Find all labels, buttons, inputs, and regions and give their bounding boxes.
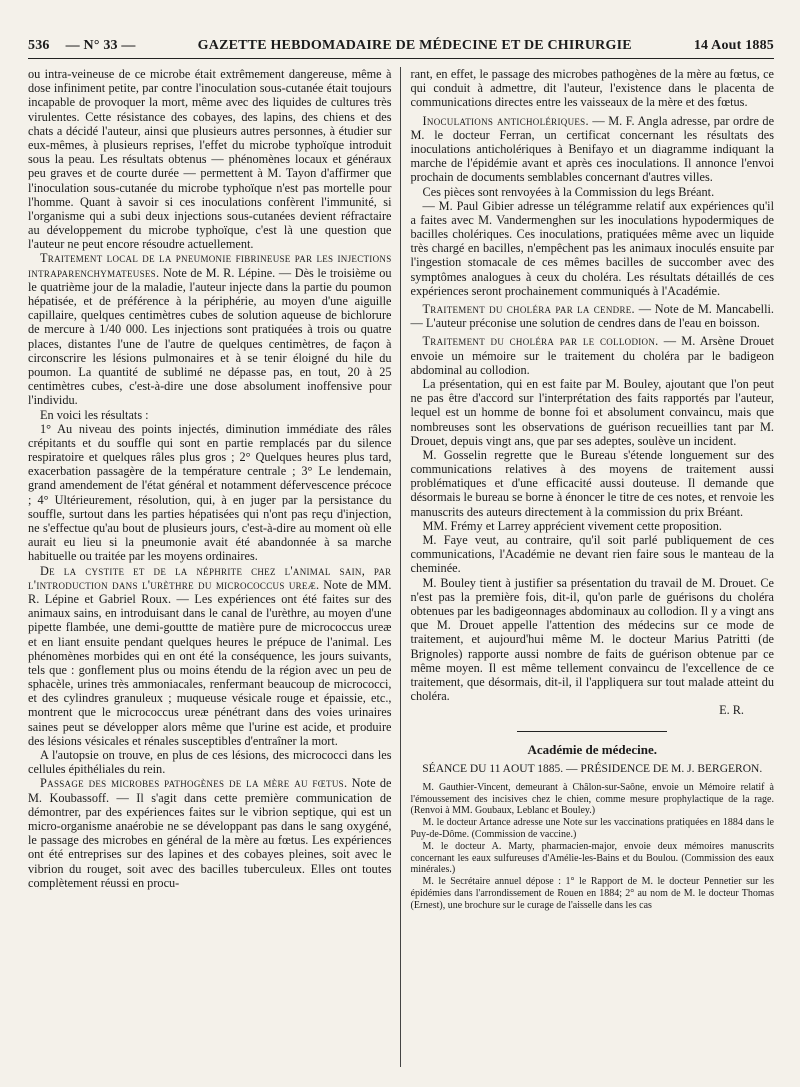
paragraph: M. Bouley tient à justifier sa présentation du travail de M. Drouet. Ce n'est pas la première fois, dit-il, qu'on parle de guérisons du choléra obtenues par les badigeonnages abdominaux au collodion. Il y a vingt ans que M. Drouet appelle l'attention des médecins sur ce mode de traitement, et aujourd'hui même M. le docteur Marius Patritti (de Brignoles) rapporte aussi nombre de faits de guérison obtenue par ce même moyen. Il est même tellement convaincu de l'excellence de ce traitement, que désormais, dit-il, il l'appliquera sur tout malade atteint du choléra. bbox=[410, 575, 774, 704]
page-number: 536 bbox=[28, 38, 50, 53]
issue-number: — N° 33 — bbox=[65, 38, 136, 53]
signature: E. R. bbox=[719, 703, 744, 718]
seance-notes bbox=[411, 782, 775, 912]
section-heading: Passage des microbes pathogènes de la mère au fœtus. bbox=[40, 776, 348, 791]
paragraph-text: Note de MM. R. Lépine et Gabriel Roux. — Les expériences ont été faites sur des animaux sains, en introduisant dans le canal de l'urèthre, au moyen d'une pipette flambée, une demi-gouttte de matière pure de micrococcus ureæ et en liant ensuite pendant quelques heures le prépuce de l'animal. Les phénomènes morbides qui en ont été la conséquence, les jours suivants, tels que : gonflement plus ou moins étendu de la région avec un peu de sphacèle, urines très ammoniacales, renfermant beaucoup de micrococci, et des cylindres granuleux ; muqueuse vésicale rouge et épaissie, etc., montrent que le micrococcus ureæ pénétrant dans des voies urinaires saines peut se développer alors même que l'urine est acide, et produire des lésions vésicales et rénales susceptibles d'entraîner la mort. bbox=[28, 577, 392, 748]
paragraph: 1° Au niveau des points injectés, diminution immédiate des râles crépitants et du souffle qui sont en partie remplacés par du silence respiratoire et quelques râles plus gros ; 2° Quelques heures plus tard, exacerbation passagère de la température centrale ; 3° Le lendemain, grand amendement de l'état général et notamment défervescence précoce ; 4° Ultérieurement, résolution, qui, à en juger par la persistance du souffle, surtout dans les parties hépatisées qui n'ont pas reçu d'injection, ne s'effectue qu'au bout de plusieurs jours, c'est-à-dire au moment où elle aurait eu lieu si la pneumonie avait été abandonnée à sa marche habituelle ou traitée par les moyens ordinaires. bbox=[28, 421, 392, 564]
note-item: M. le docteur A. Marty, pharmacien-major, envoie deux mémoires manuscrits concernant les eaux sulfureuses d'Amélie-les-Bains et du Boulou. (Commission des eaux minérales.) bbox=[410, 840, 774, 876]
section-heading: Traitement local de la pneumonie fibrineuse par les injections intraparenchymateuses. bbox=[28, 251, 392, 280]
right-column bbox=[400, 67, 775, 1067]
paragraph bbox=[28, 776, 392, 890]
issue-date: 14 Aout 1885 bbox=[693, 38, 774, 53]
paragraph: rant, en effet, le passage des microbes pathogènes de la mère au fœtus, ce qui conduit à admettre, dit l'auteur, l'existence dans le placenta de communications directes entre les vaisseaux de la mère et des fœtus. bbox=[410, 67, 774, 110]
paragraph: A l'autopsie on trouve, en plus de ces lésions, des micrococci dans les cellules épithéliales du rein. bbox=[28, 748, 392, 777]
note-item: M. le Secrétaire annuel dépose : 1° le Rapport de M. le docteur Pennetier sur les épidémies dans l'arrondissement de Rouen en 1884; 2° au nom de M. le docteur Thomas (Ernest), une brochure sur le curage de l'aisselle dans les cas bbox=[410, 876, 774, 911]
paragraph: M. Faye veut, au contraire, qu'il soit parlé publiquement de ces communications, l'Académie ne devant rien faire sous le manteau de la cheminée. bbox=[410, 533, 774, 576]
journal-title: GAZETTE HEBDOMADAIRE DE MÉDECINE ET DE CHIRURGIE bbox=[197, 38, 632, 53]
seance-line: SÉANCE DU 11 AOUT 1885. — PRÉSIDENCE DE M. J. BERGERON. bbox=[422, 763, 763, 776]
section-divider bbox=[517, 731, 667, 732]
note-item: M. le docteur Artance adresse une Note sur les vaccinations pratiquées en 1884 dans le Puy-de-Dôme. (Commission de vaccine.) bbox=[410, 817, 774, 840]
paragraph-text: Note de M. Koubassoff. — Il s'agit dans cette première communication de démontrer, par des expériences faites sur le vibrion septique, qui est un micro-organisme anaérobie ne se développant pas dans le sang oxygéné, le passage des microbes en général de la mère au fœtus. Les expériences ont été entreprises sur des lapines et des cobayes pleines, soit avec le vibrion du rouget, soit avec des bacilles tuberculeux. Elles ont toutes complètement réussi en procu- bbox=[28, 776, 392, 890]
paragraph: MM. Frémy et Larrey apprécient vivement cette proposition. bbox=[422, 518, 722, 533]
paragraph: — M. Paul Gibier adresse un télégramme relatif aux expériences qu'il a faites avec M. Vandermenghen sur les inoculations hypodermiques de bacilles cholériques. Ces inoculations, pratiquées même avec un liquide très chargé en bacilles, n'empêchent pas les animaux inoculés ensuite par l'ingestion stomacale de ces mêmes bacilles de succomber avec des symptômes analogues à ceux du choléra. Les résultats détaillés de ces expériences seront prochainement communiqués à l'Académie. bbox=[410, 198, 774, 298]
paragraph-text: Note de M. R. Lépine. — Dès le troisième ou le quatrième jour de la maladie, l'auteur injecte dans la partie du poumon hépatisée, et de préférence à la périphérie, au moyen d'une aiguille capillaire, quelques centimètres cubes de solution aqueuse de bichlorure de mercure à 1/40 000. Les injections sont pratiquées à trois ou quatre places, distantes l'une de l'autre de quelques centimètres, de façon à circonscrire les lésions pulmonaires et à se tenir éloigné du hile du poumon. La quantité de sublimé ne dépasse pas, en tout, 20 à 25 centimètres cubes, c'est-à-dire une dose absolument inoffensive pour l'individu. bbox=[28, 265, 392, 408]
section-heading: Traitement du choléra par la cendre. bbox=[422, 302, 635, 316]
paragraph bbox=[28, 251, 392, 407]
left-column bbox=[28, 67, 400, 1067]
paragraph bbox=[411, 334, 775, 377]
paragraph bbox=[411, 114, 775, 185]
paragraph-text: — M. Arsène Drouet envoie un mémoire sur le traitement du choléra par le badigeon abdominal au collodion. bbox=[410, 334, 774, 377]
section-heading: De la cystite et de la néphrite chez l'animal sain, par l'introduction dans l'urèthre du micrococcus ureæ. bbox=[28, 563, 392, 592]
article-columns bbox=[28, 67, 774, 1067]
paragraph: M. Gosselin regrette que le Bureau s'étende longuement sur des communications relatives à des moyens de traitement aussi problématiques et d'une efficacité aussi douteuse. Il demande que désormais le bureau se borne à énoncer le titre de ces notes, et renvoie les manuscrits des auteurs directement à la commission du prix Bréant. bbox=[410, 447, 774, 519]
section-heading: Inoculations anticholériques. bbox=[422, 113, 589, 128]
paragraph-text: — Note de M. Mancabelli. — L'auteur préconise une solution de cendres dans de l'eau en boisson. bbox=[410, 302, 774, 331]
running-header bbox=[28, 38, 774, 59]
paragraph bbox=[28, 564, 392, 748]
paragraph bbox=[411, 302, 775, 330]
paragraph-text: — M. F. Angla adresse, par ordre de M. le docteur Ferran, un certificat concernant les résultats des inoculations anticholériques à Benifayo et un diagramme indiquant la marche de l'épidémie avant et après ces inoculations. Il annonce l'envoi prochain de documents semblables concernant d'autres villes. bbox=[410, 113, 774, 185]
paragraph: En voici les résultats : bbox=[40, 407, 149, 422]
paragraph: Ces pièces sont renvoyées à la Commission du legs Bréant. bbox=[422, 184, 715, 199]
section-heading: Traitement du choléra par le collodion. bbox=[422, 334, 659, 349]
note-item: M. Gauthier-Vincent, demeurant à Châlon-sur-Saône, envoie un Mémoire relatif à l'émoussement des incisives chez le chien, comme mesure prophylactique de la rage. (Renvoi à MM. Goubaux, Leblanc et Bouley.) bbox=[410, 781, 774, 817]
paragraph: La présentation, qui en est faite par M. Bouley, ajoutant que l'on peut ne pas être d'accord sur l'interprétation des faits rapportés par l'auteur, lequel est un homme de bonne foi et absolument convaincu, mais que nombreuses sont les observations de guérison recueillies tant par M. Drouet, depuis vingt ans, que par ses adeptes, soulève un incident. bbox=[410, 376, 774, 448]
academy-heading: Académie de médecine. bbox=[527, 742, 658, 758]
paragraph: ou intra-veineuse de ce microbe était extrêmement dangereuse, même à dose infiniment petite, par contre l'inoculation sous-cutanée était toujours incapable de provoquer la mort, même avec des liquides de cultures très virulentes. Cette résistance des cobayes, des lapins, des chiens et des chats a décidé l'auteur, ainsi que plusieurs autres personnes, à étudier sur eux-mêmes, à plusieurs reprises, l'effet du microbe typhoïque introduit sous la peau. Les résultats obtenus — phénomènes locaux et généraux peu graves et de courte durée — permettent à M. Tayon d'affirmer que l'inoculation sous-cutanée du microbe typhoïque n'est pas mortelle pour l'homme. Quant à savoir si ces inoculations confèrent l'immunité, si l'organisme qui a subi deux injections sous-cutanées devient réfractaire au développement du microbe typhoïque, c'est là une question que l'auteur ne peut encore résoudre actuellement. bbox=[28, 67, 392, 252]
